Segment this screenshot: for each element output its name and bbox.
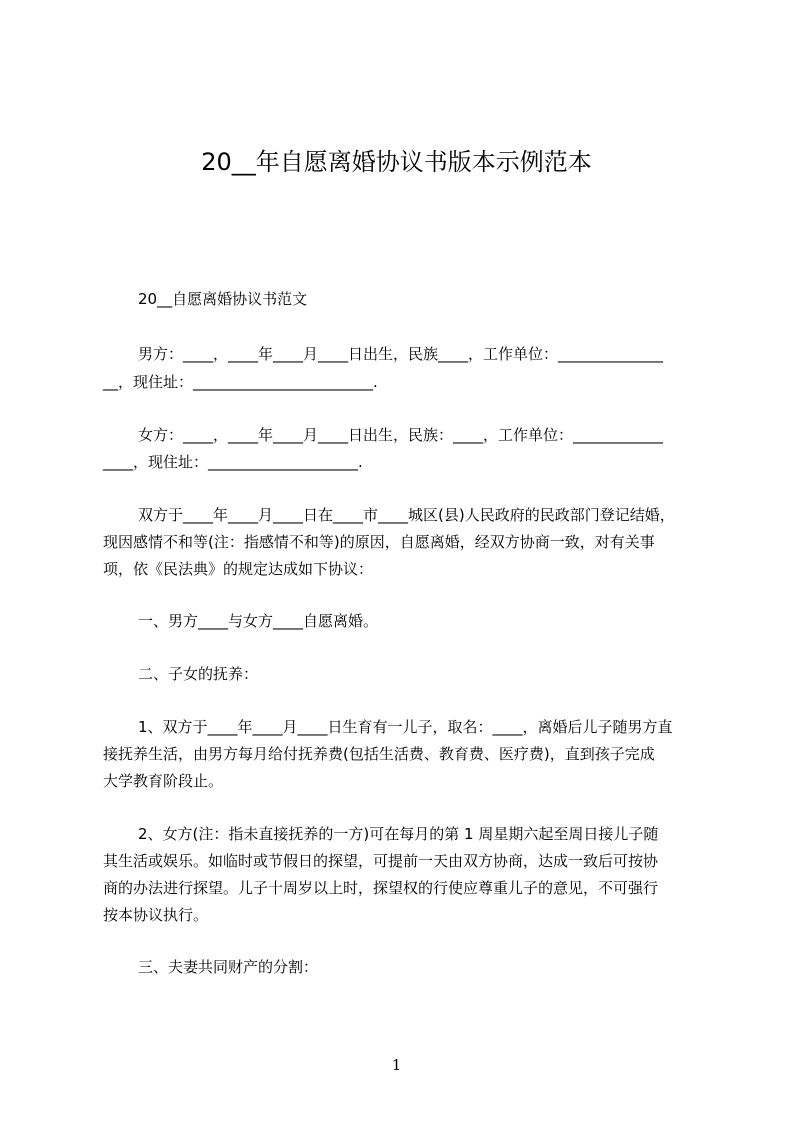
- intro-line-1: 双方于____年____月____日在____市____城区(县)人民政府的民政部门登记结婚，: [138, 506, 675, 524]
- clause-3-heading: 三、夫妻共同财产的分割：: [138, 958, 319, 976]
- intro-line-3: 项，依《民法典》的规定达成如下协议：: [103, 560, 374, 578]
- male-info-line-2: __，现住址：________________________.: [103, 373, 378, 391]
- clause-1: 一、男方____与女方____自愿离婚。: [138, 612, 379, 630]
- item-2-line-4: 按本协议执行。: [103, 906, 209, 924]
- female-info-line-2: ____，现住址：____________________.: [103, 453, 363, 471]
- item-1-line-1: 1、双方于____年____月____日生育有一儿子，取名：____，离婚后儿子随男方直: [138, 718, 673, 736]
- item-2-line-3: 商的办法进行探望。儿子十周岁以上时，探望权的行使应尊重儿子的意见，不可强行: [103, 879, 659, 897]
- item-2-line-2: 其生活或娱乐。如临时或节假日的探望，可提前一天由双方协商，达成一致后可按协: [103, 852, 659, 870]
- subtitle: 20__自愿离婚协议书范文: [138, 290, 308, 308]
- clause-2-heading: 二、子女的抚养：: [138, 665, 259, 683]
- item-1-line-2: 接抚养生活，由男方每月给付抚养费(包括生活费、教育费、医疗费)，直到孩子完成: [103, 745, 655, 763]
- document-title: 20__年自愿离婚协议书版本示例范本: [201, 148, 592, 176]
- female-info-line-1: 女方：____，____年____月____日出生，民族：____，工作单位：____________: [138, 426, 664, 444]
- male-info-line-1: 男方：____，____年____月____日出生，民族____，工作单位：______________: [138, 345, 664, 363]
- item-2-line-1: 2、女方(注：指未直接抚养的一方)可在每月的第 1 周星期六起至周日接儿子随: [138, 825, 659, 843]
- page-number: 1: [391, 1056, 402, 1074]
- item-1-line-3: 大学教育阶段止。: [103, 772, 224, 790]
- intro-line-2: 现因感情不和等(注：指感情不和等)的原因，自愿离婚，经双方协商一致，对有关事: [103, 533, 655, 551]
